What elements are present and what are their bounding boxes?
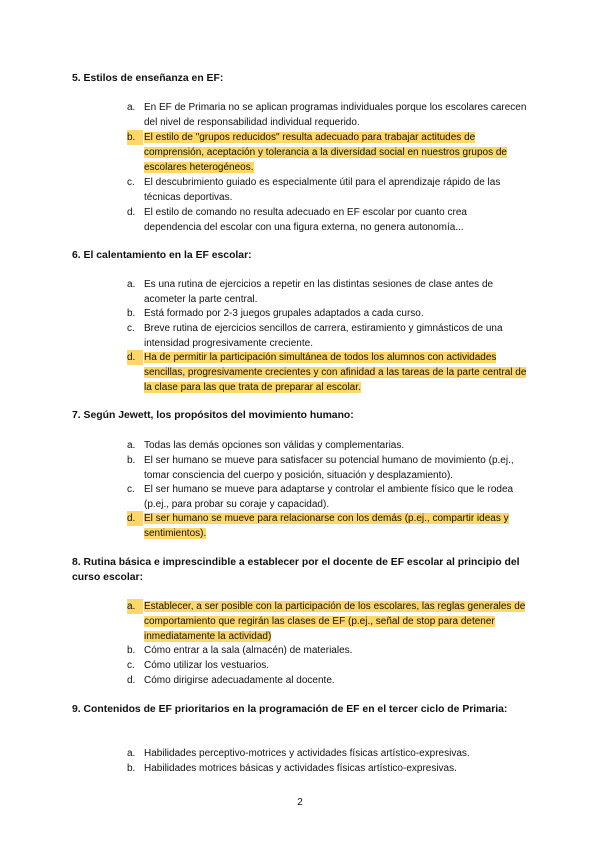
question-9-title: 9. Contenidos de EF prioritarios en la programación de EF en el tercer ciclo de Primaria:: [72, 704, 508, 715]
question-8-option-b: [127, 643, 527, 658]
question-7-option-b: [127, 453, 527, 483]
option-text: Todas las demás opciones son válidas y complementarias.: [144, 440, 405, 451]
option-letter: c.: [127, 660, 135, 671]
option-letter: d.: [127, 675, 136, 686]
option-text: El ser humano se mueve para adaptarse y controlar el ambiente físico que le rodea (p.ej., para probar su coraje y capacidad).: [144, 484, 514, 510]
option-letter: b.: [127, 455, 136, 466]
question-9-option-a: [127, 746, 527, 761]
question-5-option-d: [127, 205, 527, 235]
question-6-option-b: [127, 306, 527, 321]
question-7-option-d: [127, 511, 527, 541]
option-text: Cómo dirigirse adecuadamente al docente.: [144, 675, 335, 686]
option-letter: d.: [127, 511, 143, 526]
question-6-option-c: [127, 321, 527, 351]
option-letter: c.: [127, 484, 135, 495]
option-text: El ser humano se mueve para satisfacer su potencial humano de movimiento (p.ej., tomar consciencia del cuerpo y posición, situación y desplazamiento).: [144, 455, 514, 481]
page-number: 2: [297, 797, 303, 808]
question-7-title: 7. Según Jewett, los propósitos del movimiento humano:: [72, 410, 354, 421]
question-8-option-d: [127, 673, 527, 688]
option-letter: d.: [127, 350, 143, 365]
option-text: Breve rutina de ejercicios sencillos de carrera, estiramiento y gimnásticos de una intensidad progresivamente creciente.: [144, 323, 503, 349]
option-text: El descubrimiento guiado es especialmente útil para el aprendizaje rápido de las técnicas deportivas.: [144, 177, 501, 203]
option-text: El estilo de "grupos reducidos" resulta adecuado para trabajar actitudes de comprensión, aceptación y tolerancia a la diversidad social en nuestros grupos de escolares heterogéneos.: [144, 132, 507, 173]
option-text: Cómo utilizar los vestuarios.: [144, 660, 270, 671]
option-letter: c.: [127, 323, 135, 334]
option-text: Está formado por 2-3 juegos grupales adaptados a cada curso.: [144, 308, 424, 319]
option-text: Habilidades perceptivo-motrices y actividades físicas artístico-expresivas.: [144, 748, 470, 759]
question-5-option-b: [127, 130, 527, 175]
option-letter: b.: [127, 308, 136, 319]
question-5-option-c: [127, 175, 527, 205]
option-letter: b.: [127, 645, 136, 656]
option-letter: a.: [127, 748, 136, 759]
option-text: En EF de Primaria no se aplican programas individuales porque los escolares carecen del nivel de responsabilidad individual requerido.: [144, 102, 527, 128]
question-7-option-c: [127, 482, 527, 512]
question-8-option-a: [127, 599, 527, 644]
question-6-option-a: [127, 277, 527, 307]
question-7-option-a: [127, 438, 527, 453]
option-letter: d.: [127, 207, 136, 218]
question-5-option-a: [127, 100, 527, 130]
option-letter: a.: [127, 102, 136, 113]
option-text: Es una rutina de ejercicios a repetir en las distintas sesiones de clase antes de acometer la parte central.: [144, 279, 494, 305]
option-text: Ha de permitir la participación simultánea de todos los alumnos con actividades sencillas, progresivamente crecientes y con afinidad a las tareas de la parte central de la clase para las que trata de preparar al escolar.: [144, 352, 527, 393]
question-6-title: 6. El calentamiento en la EF escolar:: [72, 250, 252, 261]
option-text: Habilidades motrices básicas y actividades físicas artístico-expresivas.: [144, 763, 457, 774]
option-letter: a.: [127, 599, 143, 614]
option-text: Cómo entrar a la sala (almacén) de materiales.: [144, 645, 353, 656]
option-text: Establecer, a ser posible con la participación de los escolares, las reglas generales de comportamiento que regirán las clases de EF (p.ej., señal de stop para detener inmediatamente la actividad): [144, 601, 526, 642]
question-8-title: 8. Rutina básica e imprescindible a establecer por el docente de EF escolar al principio del curso escolar:: [72, 557, 520, 583]
option-letter: a.: [127, 440, 136, 451]
option-letter: c.: [127, 177, 135, 188]
question-8-option-c: [127, 658, 527, 673]
option-letter: a.: [127, 279, 136, 290]
option-letter: b.: [127, 763, 136, 774]
question-5-title: 5. Estilos de enseñanza en EF:: [72, 73, 224, 84]
question-9-option-b: [127, 761, 527, 776]
option-text: El ser humano se mueve para relacionarse con los demás (p.ej., compartir ideas y sentimientos).: [144, 513, 509, 539]
option-text: El estilo de comando no resulta adecuado en EF escolar por cuanto crea dependencia del escolar con una figura externa, no genera autonomía...: [144, 207, 467, 233]
question-6-option-d: [127, 350, 527, 395]
option-letter: b.: [127, 130, 143, 145]
